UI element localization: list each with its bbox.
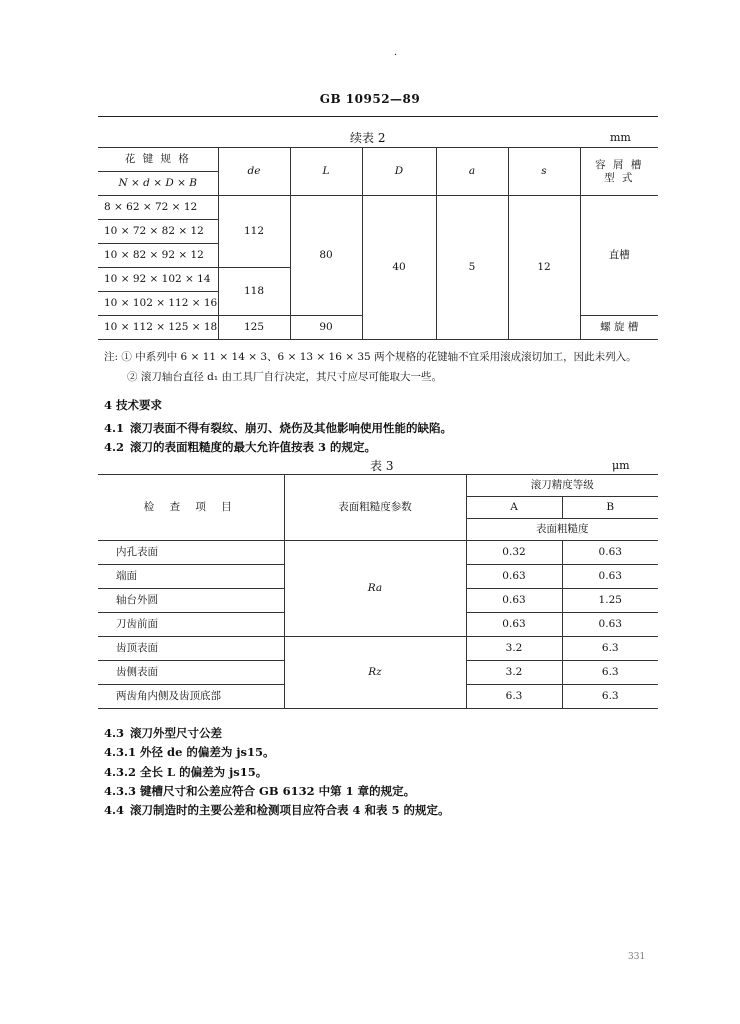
table-row-A: 0.63 [466, 613, 562, 637]
paragraph-4-3-1 [104, 744, 275, 760]
table-row-B: 0.63 [562, 565, 658, 589]
de-cell: 118 [218, 268, 290, 316]
page-number: 331 [628, 952, 646, 962]
header-spline-spec: 花 键 规 格 [98, 148, 218, 172]
table3-caption: 表 3 [370, 459, 394, 473]
paragraph-text: 键槽尺寸和公差应符合 GB 6132 中第 1 章的规定。 [140, 784, 416, 798]
paragraph-number: 4.1 [104, 421, 125, 435]
header-rule [98, 116, 658, 117]
table-row-item: 齿顶表面 [98, 637, 284, 661]
header-spline-formula: N × d × D × B [98, 172, 218, 196]
table-row-B: 1.25 [562, 589, 658, 613]
table-row-A: 6.3 [466, 685, 562, 709]
param-Ra-cell: Ra [284, 541, 466, 637]
paragraph-4-1 [104, 420, 452, 436]
paragraph-4-3 [104, 725, 222, 741]
paragraph-number: 4.4 [104, 803, 125, 817]
table-row-B: 6.3 [562, 685, 658, 709]
section-4-title: 4 技术要求 [104, 398, 163, 412]
paragraph-text: 外径 de 的偏差为 js15。 [140, 745, 275, 759]
table-2 [98, 147, 658, 340]
D-cell: 40 [362, 196, 436, 340]
spec-row: 10 × 82 × 92 × 12 [98, 244, 218, 268]
table-row-A: 0.32 [466, 541, 562, 565]
L-cell: 90 [290, 316, 362, 340]
paragraph-number: 4.3.2 [104, 765, 137, 779]
table2-note-2: ② 滚刀轴台直径 d₁ 由工具厂自行决定，其尺寸应尽可能取大一些。 [127, 371, 442, 383]
spec-row: 8 × 62 × 72 × 12 [98, 196, 218, 220]
header-precision-grade: 滚刀精度等级 [466, 475, 658, 497]
header-L: L [290, 148, 362, 196]
table-row-B: 6.3 [562, 661, 658, 685]
table-3 [98, 474, 658, 709]
paragraph-text: 滚刀的表面粗糙度的最大允许值按表 3 的规定。 [130, 440, 377, 454]
paragraph-number: 4.3.3 [104, 784, 137, 798]
a-cell: 5 [436, 196, 508, 340]
header-de: de [218, 148, 290, 196]
scan-mark: · [394, 50, 398, 61]
header-a: a [436, 148, 508, 196]
spec-row: 10 × 72 × 82 × 12 [98, 220, 218, 244]
paragraph-number: 4.3.1 [104, 745, 137, 759]
table-row-B: 6.3 [562, 637, 658, 661]
table2-caption: 续表 2 [350, 131, 386, 145]
table2-unit: mm [610, 131, 631, 144]
paragraph-text: 滚刀表面不得有裂纹、崩刃、烧伤及其他影响使用性能的缺陷。 [130, 421, 453, 435]
param-Rz-cell: Rz [284, 637, 466, 709]
table-row-B: 0.63 [562, 541, 658, 565]
header-grade-B: B [562, 497, 658, 519]
paragraph-number: 4.3 [104, 726, 125, 740]
header-check-item: 检 查 项 目 [98, 475, 284, 541]
table-row-item: 两齿角内侧及齿顶底部 [98, 685, 284, 709]
spec-row: 10 × 92 × 102 × 14 [98, 268, 218, 292]
table-row-item: 内孔表面 [98, 541, 284, 565]
table-row-A: 3.2 [466, 637, 562, 661]
s-cell: 12 [508, 196, 580, 340]
paragraph-4-4 [104, 802, 450, 818]
header-D: D [362, 148, 436, 196]
paragraph-text: 滚刀制造时的主要公差和检测项目应符合表 4 和表 5 的规定。 [130, 803, 450, 817]
spec-row: 10 × 112 × 125 × 18 [98, 316, 218, 340]
paragraph-number: 4.2 [104, 440, 125, 454]
table-row-item: 齿侧表面 [98, 661, 284, 685]
table-row-item: 端面 [98, 565, 284, 589]
standard-number: GB 10952—89 [319, 92, 421, 106]
header-groove-type: 容 屑 槽 型 式 [580, 148, 658, 196]
table-row-item: 轴台外圆 [98, 589, 284, 613]
header-grade-A: A [466, 497, 562, 519]
paragraph-4-2 [104, 439, 376, 455]
groove-straight-cell: 直槽 [580, 196, 658, 316]
paragraph-text: 滚刀外型尺寸公差 [130, 726, 223, 740]
header-roughness: 表面粗糙度 [466, 519, 658, 541]
table-row-item: 刀齿前面 [98, 613, 284, 637]
table-row-B: 0.63 [562, 613, 658, 637]
de-cell: 112 [218, 196, 290, 268]
spec-row: 10 × 102 × 112 × 16 [98, 292, 218, 316]
de-cell: 125 [218, 316, 290, 340]
header-s: s [508, 148, 580, 196]
table-row-A: 0.63 [466, 589, 562, 613]
paragraph-text: 全长 L 的偏差为 js15。 [140, 765, 268, 779]
table-row-A: 0.63 [466, 565, 562, 589]
paragraph-4-3-2 [104, 764, 267, 780]
table-row-A: 3.2 [466, 661, 562, 685]
table2-note-1: 注: ① 中系列中 6 × 11 × 14 × 3、6 × 13 × 16 × 35 两个规格的花键轴不宜采用滚成滚切加工，因此未列入。 [104, 351, 637, 363]
table3-unit: μm [612, 459, 630, 472]
L-cell: 80 [290, 196, 362, 316]
groove-helical-cell: 螺 旋 槽 [580, 316, 658, 340]
paragraph-4-3-3 [104, 783, 415, 799]
header-roughness-param: 表面粗糙度参数 [284, 475, 466, 541]
